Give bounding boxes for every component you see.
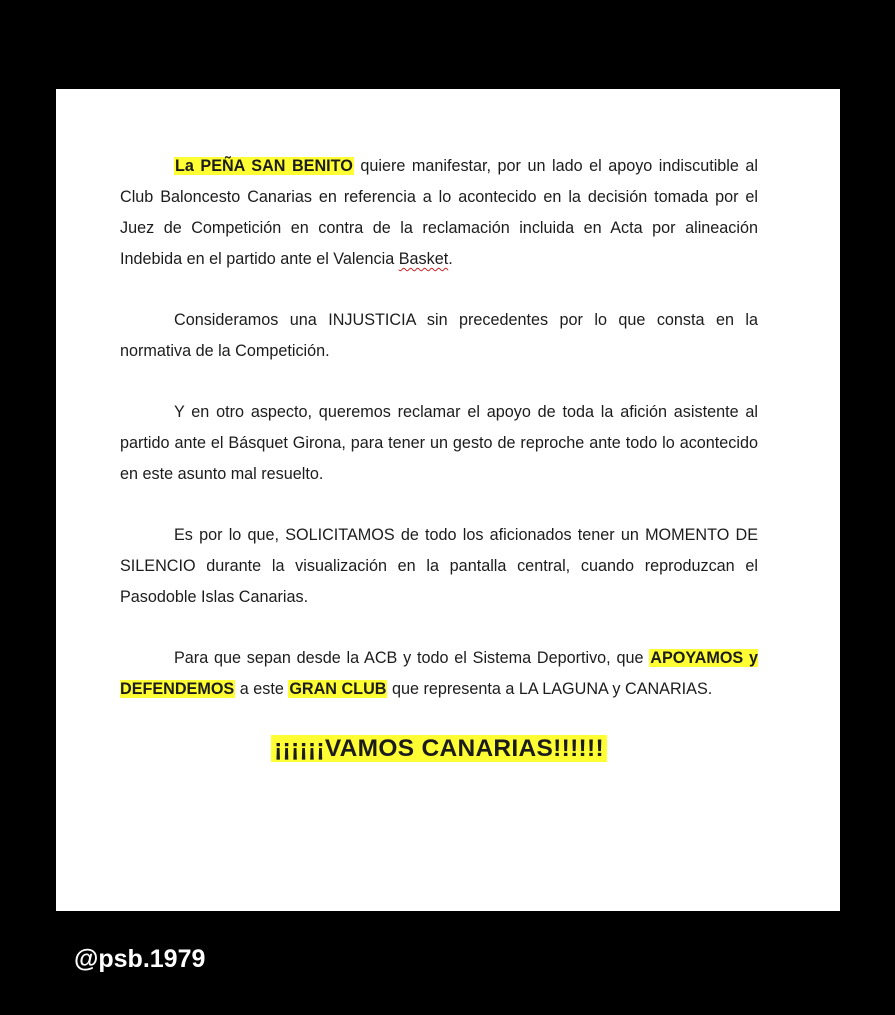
watermark-handle: @psb.1979 (74, 945, 206, 973)
document-page (56, 89, 840, 911)
paragraph-text: . (448, 250, 453, 268)
spellcheck-word: Basket (398, 250, 449, 268)
paragraph-text: Es por lo que, SOLICITAMOS de todo los aficionados tener un MOMENTO DE SILENCIO durante la visualización en la pantalla central, cuando reproduzcan el Pasodoble Islas Canarias. (120, 526, 758, 606)
paragraph-injustice (120, 305, 758, 367)
paragraph-text: Consideramos una INJUSTICIA sin precedentes por lo que consta en la normativa de la Competición. (120, 311, 758, 360)
paragraph-text: a este (235, 680, 289, 698)
paragraph-silence (120, 520, 758, 613)
paragraph-text: Para que sepan desde la ACB y todo el Sistema Deportivo, que (174, 649, 650, 667)
paragraph-text: Y en otro aspecto, queremos reclamar el apoyo de toda la afición asistente al partido ante el Básquet Girona, para tener un gesto de reproche ante todo lo acontecido en este asunto mal resuelto. (120, 403, 758, 483)
paragraph-support (120, 151, 758, 275)
highlight-pena-san-benito: La PEÑA SAN BENITO (175, 157, 353, 175)
highlight-gran-club: GRAN CLUB (289, 680, 387, 698)
paragraph-text: quiere manifestar, por un lado el apoyo indiscutible al Club Baloncesto Canarias en referencia a lo acontecido en la decisión tomada por el Juez de Competición en contra de la reclamación incluida en Acta por alineación Indebida en el partido ante el Valencia (120, 157, 759, 268)
paragraph-reproach (120, 397, 758, 490)
slogan-vamos-canarias: ¡¡¡¡¡¡VAMOS CANARIAS!!!!!! (271, 735, 607, 762)
highlight-apoyamos-defendemos: APOYAMOS y DEFENDEMOS (120, 649, 759, 698)
paragraph-text: que representa a LA LAGUNA y CANARIAS. (387, 680, 713, 698)
paragraph-support-club (120, 643, 758, 705)
document-body (120, 151, 758, 763)
closing-slogan (120, 735, 758, 763)
